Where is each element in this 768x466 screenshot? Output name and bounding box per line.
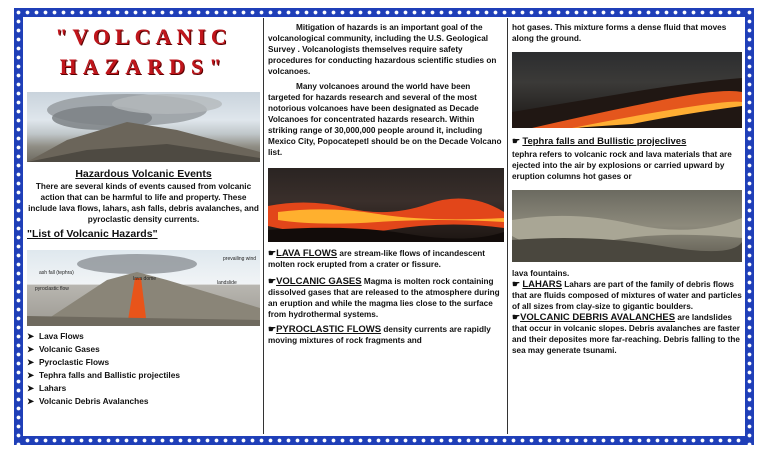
arrow-bullet-icon: ➤ xyxy=(27,383,34,393)
column-2 xyxy=(268,20,504,434)
lava-flow-image xyxy=(268,168,504,242)
decorative-border-left xyxy=(14,8,23,445)
pointing-hand-icon: ☛ xyxy=(268,248,277,258)
decade-volcano-paragraph: Many volcanoes around the world have been targeted for hazards research and several of the most notorious volcanoes have been designated as Decade Volcanoes for concentrated hazards research. Within striking range of 30,000,000 people around it, including Mexico City, Popocatepetl should be on the Decade Volcano list. xyxy=(268,82,502,157)
column-divider xyxy=(507,18,508,434)
pyroclastic-continued-text: hot gases. This mixture forms a dense fluid that moves along the ground. xyxy=(512,23,727,43)
diagram-label-prevailing-wind: prevailing wind xyxy=(223,256,257,262)
column-3 xyxy=(512,20,742,434)
lahars-section: ☛ LAHARS Lahars are part of the family of debris flows that are fluids composed of mixtures of water and particles of all sizes from clay-size to gigantic boulders. xyxy=(512,279,742,311)
title-line-1: "VOLCANIC xyxy=(55,24,232,49)
diagram-label-pyroclastic-flow: pyroclastic flow xyxy=(35,286,69,292)
diagram-label-ash-fall: ash fall (tephra) xyxy=(39,270,74,276)
lahar-image xyxy=(512,190,742,262)
debris-avalanches-section: ☛VOLCANIC DEBRIS AVALANCHES are landslides that occur in volcanic slopes. Debris avalanches are faster and their deposites more far-reaching. Debris falling to the sea may generate tsunami. xyxy=(512,312,740,355)
pointing-hand-icon: ☛ xyxy=(512,279,521,289)
list-heading: "List of Volcanic Hazards" xyxy=(27,228,158,240)
hazardous-events-heading: Hazardous Volcanic Events xyxy=(75,168,212,180)
column-1 xyxy=(27,20,260,434)
volcanic-hazards-diagram xyxy=(27,250,260,326)
arrow-bullet-icon: ➤ xyxy=(27,331,34,341)
arrow-bullet-icon: ➤ xyxy=(27,344,34,354)
mitigation-paragraph: Mitigation of hazards is an important goal of the volcanological community, including the U.S. Geological Survey . Volcanologists themselves require safety procedures for conducting hazardous scientific studies on volcanoes. xyxy=(268,23,497,76)
list-item: ➤ Volcanic Gases xyxy=(27,344,100,354)
volcanic-gases-section: ☛VOLCANIC GASES Magma is molten rock containing dissolved gases that are released to the atmosphere during an eruption and while the magma lies close to the surface from hydrothermal systems. xyxy=(268,276,500,319)
hazardous-events-text: There are several kinds of events caused from volcanic action that can be harmful to life and property. These include lava flows, lahars, ash falls, debris avalanches, and pyroclastic density currents. xyxy=(28,182,259,224)
list-item: ➤ Volcanic Debris Avalanches xyxy=(27,396,149,406)
column-divider xyxy=(263,18,264,434)
pointing-hand-icon: ☛ xyxy=(512,136,521,146)
arrow-bullet-icon: ➤ xyxy=(27,357,34,367)
diagram-label-landslide: landslide xyxy=(217,280,237,286)
decorative-border-top xyxy=(14,8,754,17)
list-item: ➤ Lava Flows xyxy=(27,331,84,341)
arrow-bullet-icon: ➤ xyxy=(27,370,34,380)
hazard-list xyxy=(27,330,260,408)
title-line-2: HAZARDS" xyxy=(59,54,228,79)
decorative-border-right xyxy=(745,8,754,445)
arrow-bullet-icon: ➤ xyxy=(27,396,34,406)
pointing-hand-icon: ☛ xyxy=(268,276,277,286)
diagram-label-lava-dome: lava dome xyxy=(133,276,157,282)
list-item: ➤ Lahars xyxy=(27,383,67,393)
decorative-border-bottom xyxy=(14,436,754,445)
lava-flows-section: ☛LAVA FLOWS are stream-like flows of incandescent molten rock erupted from a crater or fissure. xyxy=(268,248,486,269)
lava-fountains-text: lava fountains. xyxy=(512,269,570,278)
pointing-hand-icon: ☛ xyxy=(268,324,277,334)
pyroclastic-flows-section: ☛PYROCLASTIC FLOWS density currents are rapidly moving mixtures of rock fragments and xyxy=(268,324,491,345)
list-item: ➤ Pyroclastic Flows xyxy=(27,357,110,367)
lava-night-image xyxy=(512,52,742,128)
tephra-section: ☛ Tephra falls and Bullistic projeclives tephra refers to volcanic rock and lava materials that are ejected into the air by explosions or carried upward by eruption columns hot gases or xyxy=(512,136,732,181)
pointing-hand-icon: ☛ xyxy=(512,312,521,322)
list-item: ➤ Tephra falls and Ballistic projectiles xyxy=(27,370,180,380)
volcano-eruption-image xyxy=(27,92,260,162)
